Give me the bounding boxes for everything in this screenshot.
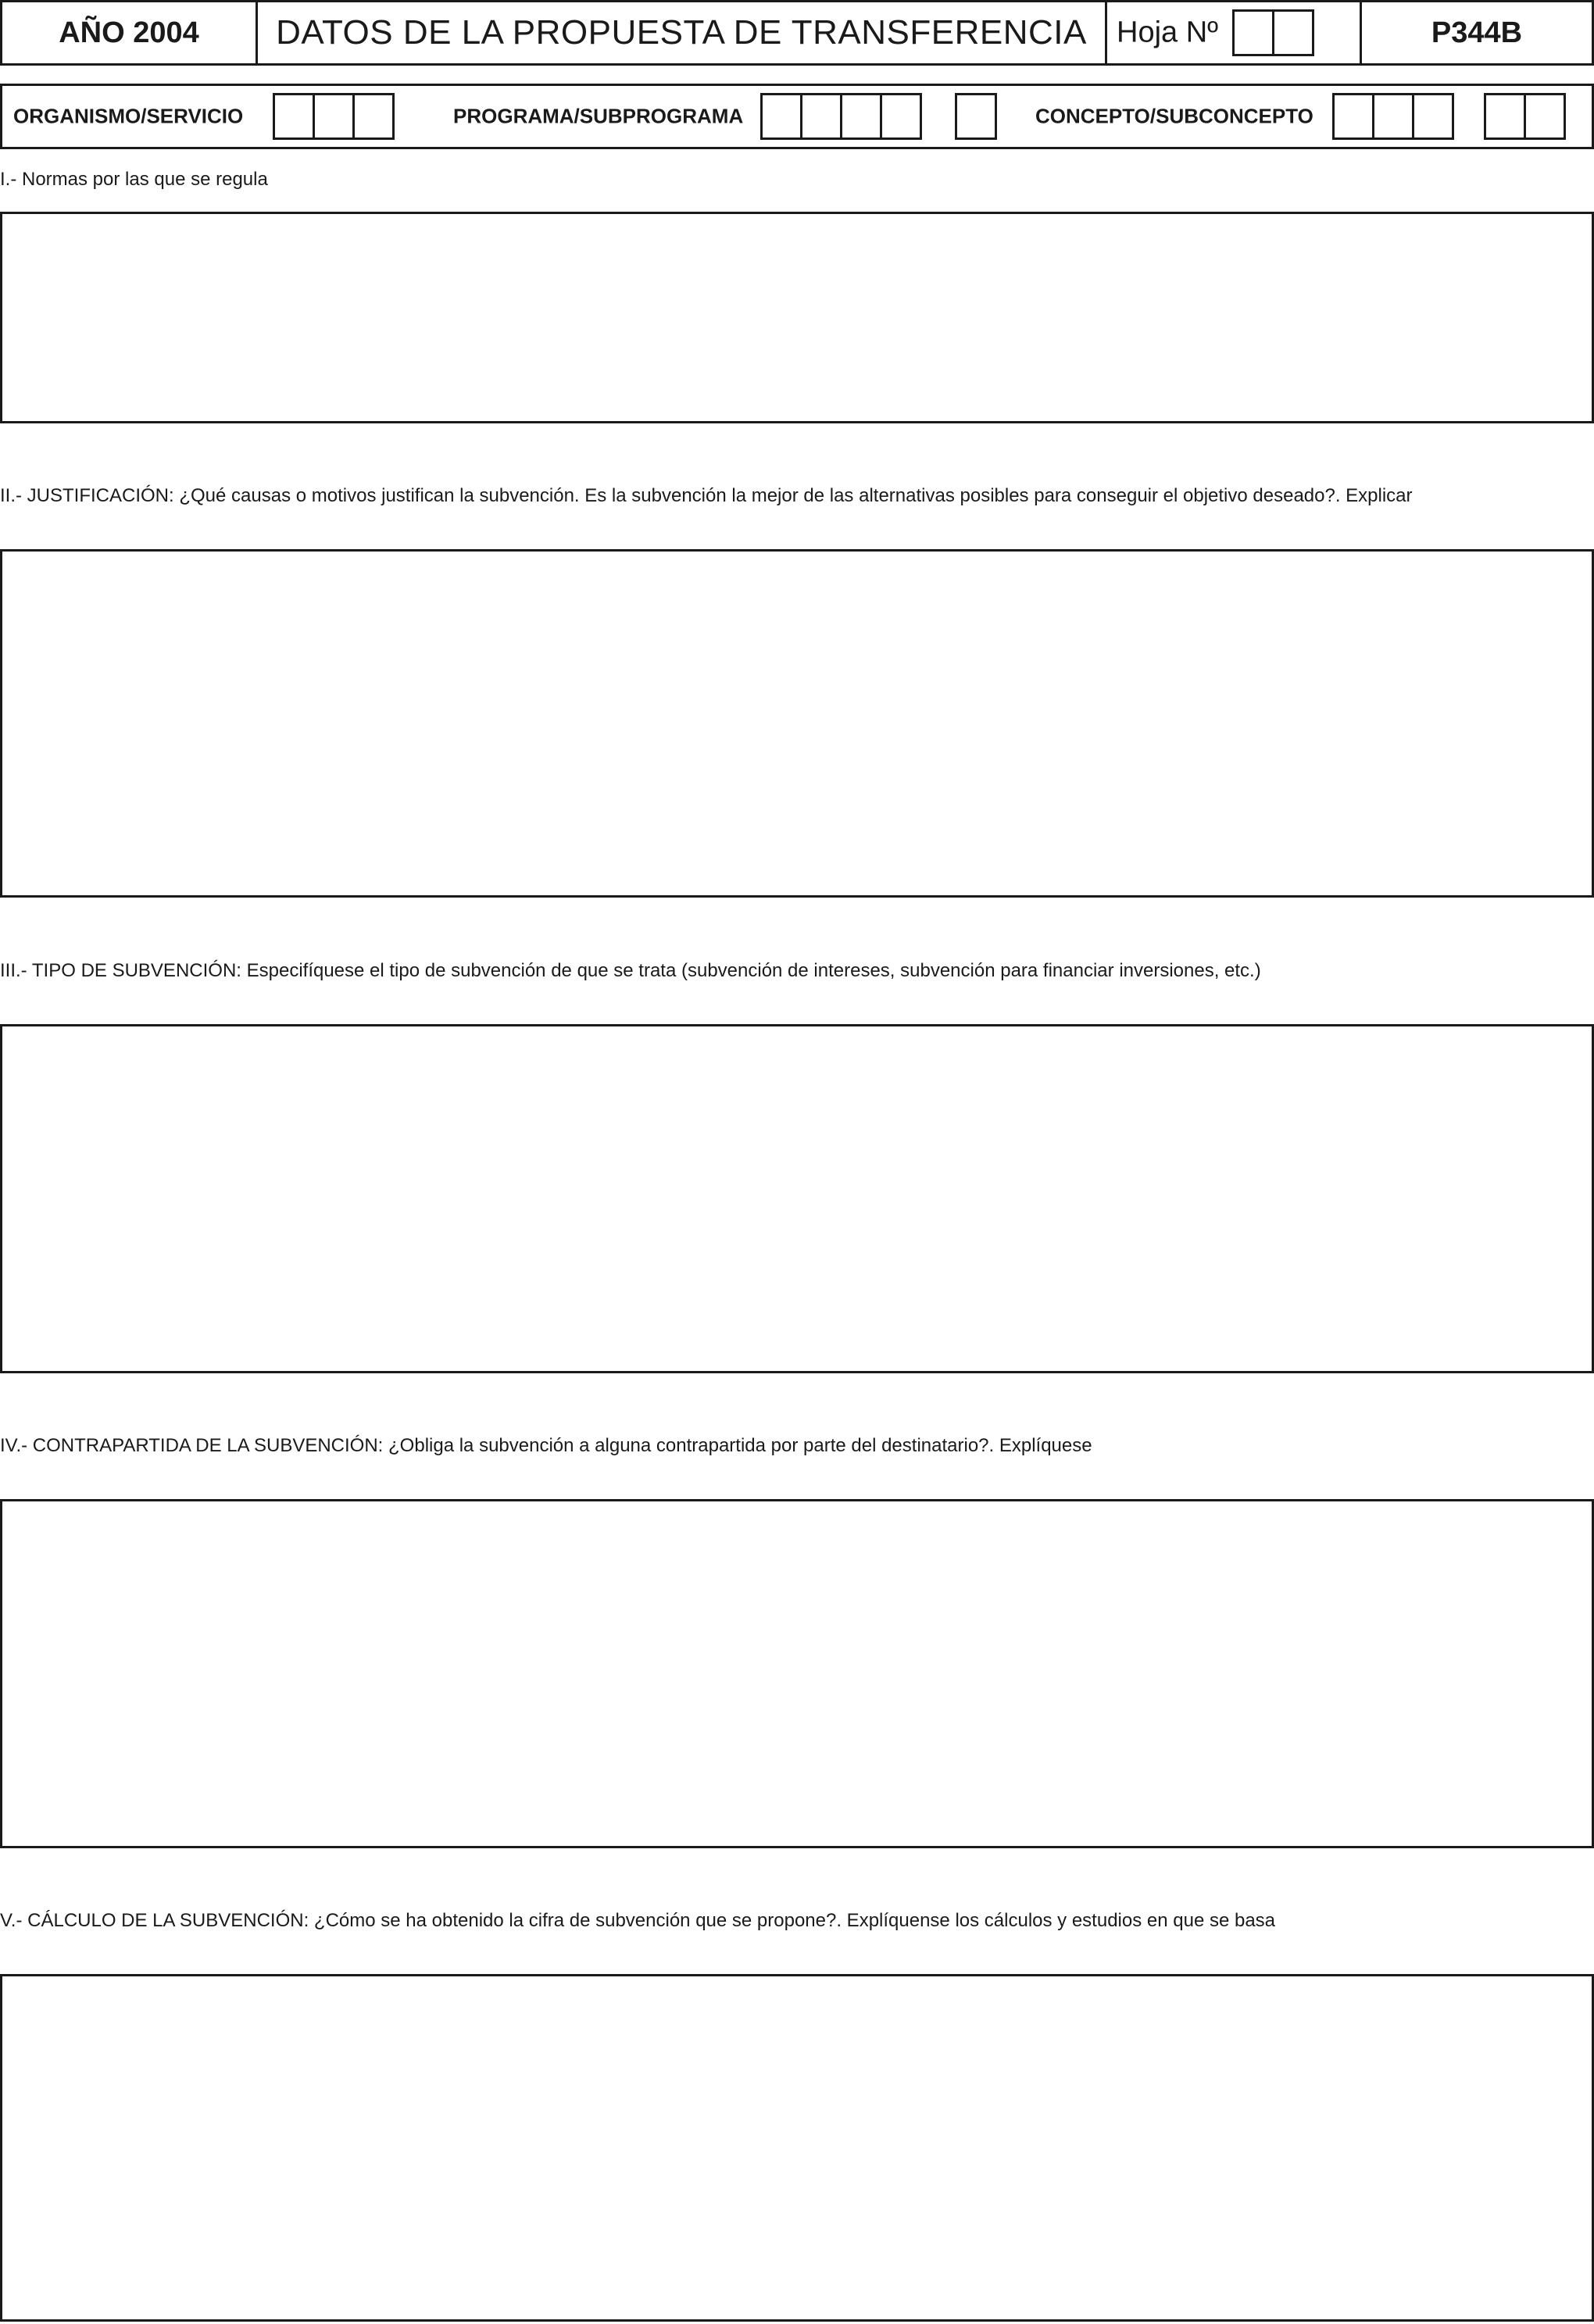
organismo-field[interactable]: [273, 93, 395, 140]
section-5-textarea[interactable]: [0, 1974, 1594, 2322]
subconcepto-digit-box[interactable]: [1524, 93, 1566, 140]
form-title: DATOS DE LA PROPUESTA DE TRANSFERENCIA: [276, 13, 1087, 52]
section-4-textarea[interactable]: [0, 1499, 1594, 1848]
title-cell: [258, 2, 1107, 63]
organismo-digit-box[interactable]: [352, 93, 395, 140]
programa-digit-box[interactable]: [800, 93, 842, 140]
section-4-label: IV.- CONTRAPARTIDA DE LA SUBVENCIÓN: ¿Obliga la subvención a alguna contrapartida por parte del destinatario?. Explíquese: [0, 1435, 1092, 1456]
section-2-label: II.- JUSTIFICACIÓN: ¿Qué causas o motivos justifican la subvención. Es la subvención la mejor de las alternativas posibles para conseguir el objetivo deseado?. Explicar: [0, 485, 1413, 506]
subconcepto-field[interactable]: [1484, 93, 1566, 140]
organismo-digit-box[interactable]: [313, 93, 355, 140]
organismo-digit-box[interactable]: [273, 93, 315, 140]
form-code-cell: [1362, 2, 1592, 63]
programa-field[interactable]: [760, 93, 922, 140]
section-1-label: I.- Normas por las que se regula: [0, 169, 268, 190]
sheet-number-field[interactable]: [1232, 9, 1314, 56]
concepto-digit-box[interactable]: [1412, 93, 1454, 140]
programa-label: PROGRAMA/SUBPROGRAMA: [453, 104, 744, 128]
section-3-textarea[interactable]: [0, 1024, 1594, 1373]
year-cell: [2, 2, 258, 63]
subconcepto-digit-box[interactable]: [1484, 93, 1526, 140]
year-label: AÑO 2004: [59, 16, 199, 49]
organismo-label: ORGANISMO/SERVICIO: [13, 104, 244, 128]
sheet-digit-box[interactable]: [1272, 9, 1314, 56]
section-2-textarea[interactable]: [0, 549, 1594, 898]
programa-digit-box[interactable]: [880, 93, 922, 140]
form-header: [0, 0, 1594, 66]
sheet-number-label: Hoja Nº: [1117, 16, 1219, 49]
programa-digit-box[interactable]: [760, 93, 802, 140]
section-3-label: III.- TIPO DE SUBVENCIÓN: Especifíquese el tipo de subvención de que se trata (subvención de intereses, subvención para financiar inversiones, etc.): [0, 960, 1261, 981]
programa-digit-box[interactable]: [840, 93, 882, 140]
concepto-digit-box[interactable]: [1332, 93, 1374, 140]
sheet-number-cell: [1107, 2, 1362, 63]
subprograma-field[interactable]: [955, 93, 997, 140]
sheet-digit-box[interactable]: [1232, 9, 1274, 56]
concepto-label: CONCEPTO/SUBCONCEPTO: [1035, 104, 1313, 128]
subprograma-digit-box[interactable]: [955, 93, 997, 140]
concepto-digit-box[interactable]: [1372, 93, 1414, 140]
section-1-textarea[interactable]: [0, 212, 1594, 423]
section-5-label: V.- CÁLCULO DE LA SUBVENCIÓN: ¿Cómo se ha obtenido la cifra de subvención que se propone?. Explíquense los cálculos y estudios en que se basa: [0, 1910, 1276, 1931]
form-code: P344B: [1431, 16, 1523, 49]
concepto-field[interactable]: [1332, 93, 1454, 140]
budget-codes-bar: [0, 84, 1594, 149]
